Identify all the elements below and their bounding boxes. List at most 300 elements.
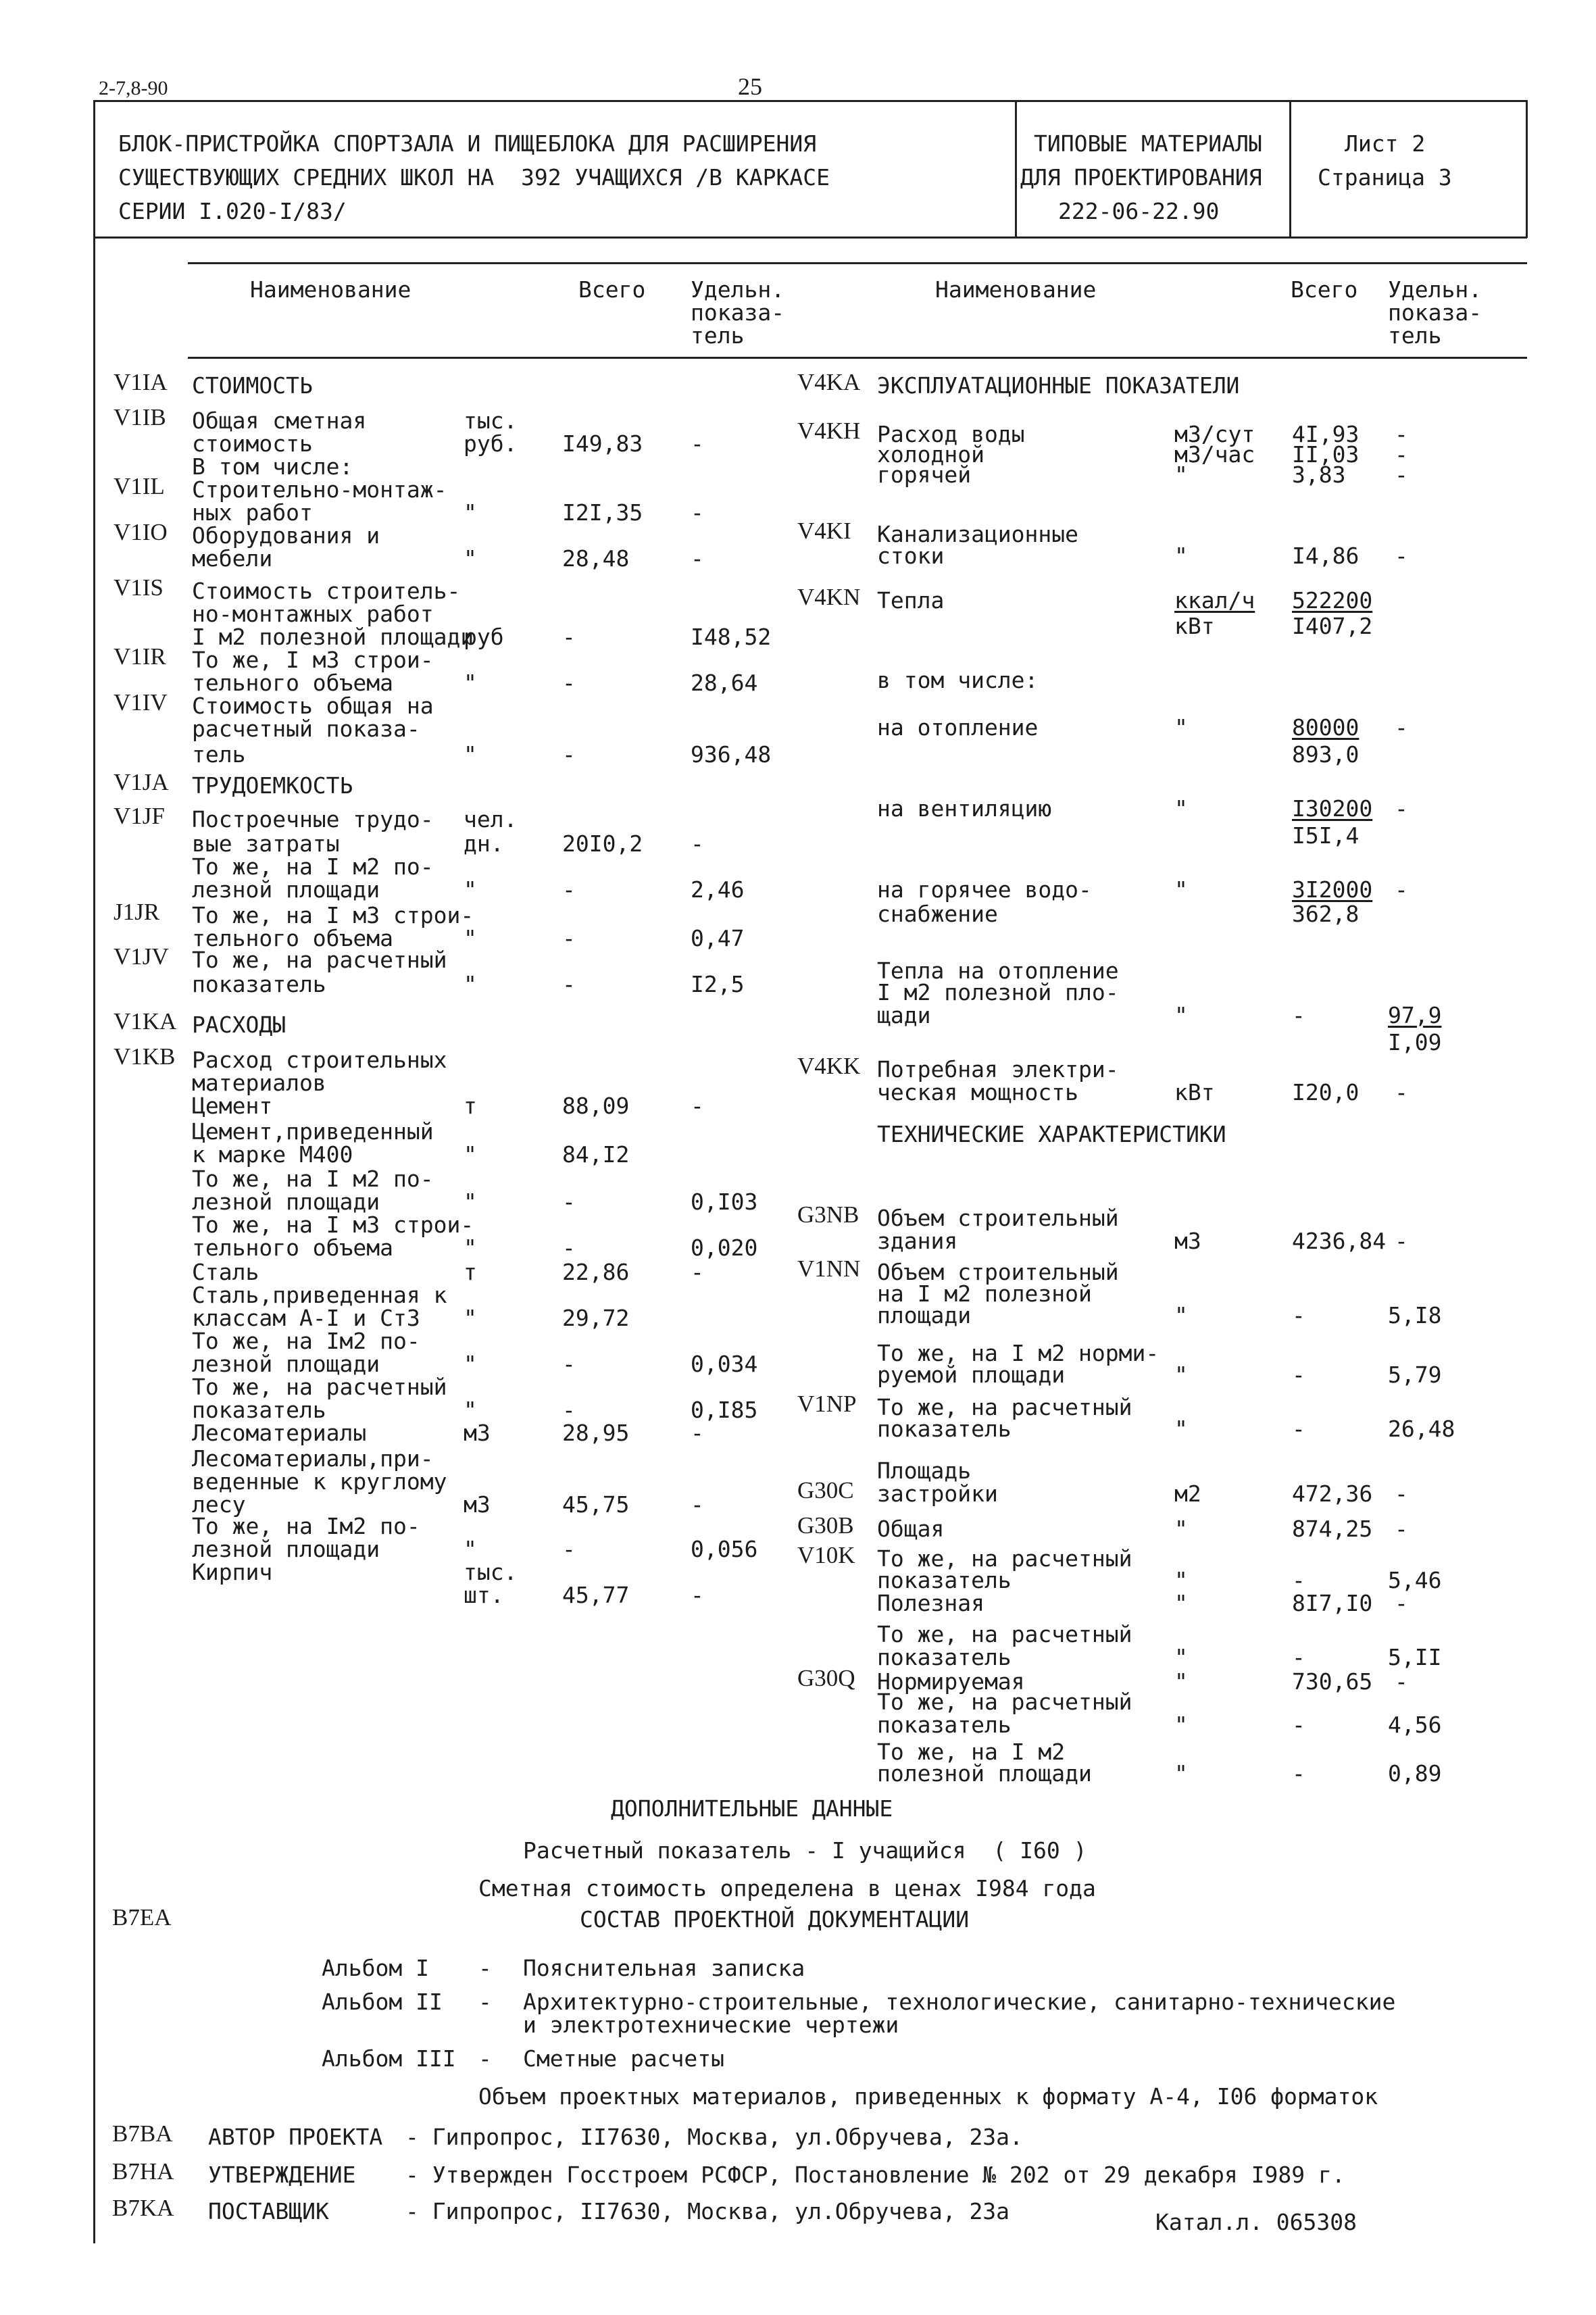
row-unit: тыс. — [464, 1559, 518, 1585]
row-label: лесу — [192, 1491, 246, 1518]
row-specific: - — [1395, 795, 1408, 822]
row-label: То же, на I м2 — [877, 1739, 1066, 1765]
row-unit: м3 — [464, 1491, 491, 1518]
row-code: G30Q — [797, 1665, 855, 1691]
row-unit: тыс. — [464, 407, 518, 434]
row-total: II,03 — [1292, 441, 1360, 468]
row-total: 28,48 — [562, 545, 630, 572]
col-name-right: Наименование — [935, 276, 1097, 303]
row-label: полезной площади — [877, 1760, 1092, 1787]
row-label: То же, на I м2 по- — [192, 853, 434, 880]
row-total: - — [1292, 1002, 1305, 1028]
row-label: СТОИМОСТЬ — [192, 372, 313, 399]
row-unit: " — [464, 1141, 477, 1168]
row-label: Лесоматериалы,при- — [192, 1445, 434, 1472]
row-specific: - — [691, 1491, 704, 1518]
row-specific: - — [1395, 1480, 1408, 1507]
row-label: ных работ — [192, 499, 313, 526]
row-specific: - — [691, 1582, 704, 1608]
row-unit: " — [464, 876, 477, 903]
row-code: V1IA — [114, 369, 168, 395]
row-unit: " — [1174, 1567, 1188, 1593]
row-specific: 5,II — [1388, 1644, 1442, 1670]
footer-approval-code: B7HA — [112, 2158, 174, 2185]
row-specific: 0,056 — [691, 1536, 758, 1562]
series-line-3: 222-06-22.90 — [1058, 198, 1220, 224]
row-total: 20I0,2 — [562, 830, 643, 857]
row-specific: - — [691, 1093, 704, 1119]
row-label: Тепла на отопление — [877, 957, 1119, 984]
row-specific: - — [1395, 876, 1408, 903]
row-unit: " — [464, 971, 477, 997]
row-label: Общая сметная — [192, 407, 367, 434]
row-specific: 4,56 — [1388, 1712, 1442, 1738]
page-number: 25 — [738, 73, 762, 100]
row-unit: ккал/ч — [1174, 587, 1255, 614]
row-label: То же, на расчетный — [877, 1545, 1132, 1572]
row-code: V1JV — [114, 943, 169, 970]
row-label: То же, на расчетный — [192, 1374, 447, 1400]
row-label: Канализационные — [877, 521, 1079, 547]
row-label: к марке М400 — [192, 1141, 353, 1168]
row-unit: т — [464, 1093, 477, 1119]
row-unit: " — [1174, 1416, 1188, 1442]
row-label: То же, на I м3 строи- — [192, 902, 474, 928]
row-label: веденные к круглому — [192, 1468, 447, 1495]
row-total: - — [562, 741, 576, 768]
row-unit: " — [464, 1235, 477, 1261]
col-spec-right-3: тель — [1388, 322, 1442, 349]
row-unit: дн. — [464, 830, 504, 857]
row-code: V1NP — [797, 1391, 857, 1417]
row-total: - — [1292, 1362, 1305, 1388]
row-total: 22,86 — [562, 1259, 630, 1285]
row-total: - — [562, 971, 576, 997]
row-unit: " — [1174, 1668, 1188, 1695]
row-specific: 936,48 — [691, 741, 772, 768]
row-unit: руб — [464, 624, 504, 650]
row-total: 45,75 — [562, 1491, 630, 1518]
row-specific: I2,5 — [691, 971, 745, 997]
row-unit: " — [1174, 462, 1188, 488]
row-code: V4KN — [797, 584, 861, 610]
row-label: показатель — [877, 1567, 1012, 1593]
footer-supplier-label: ПОСТАВЩИК — [208, 2198, 329, 2224]
row-label: застройки — [877, 1480, 998, 1507]
row-unit: " — [464, 1351, 477, 1377]
additional-code: B7EA — [112, 1904, 172, 1931]
row-label: но-монтажных работ — [192, 601, 434, 627]
row-label: То же, на расчетный — [877, 1394, 1132, 1420]
row-label: вые затраты — [192, 830, 340, 857]
row-label: I м2 полезной пло- — [877, 979, 1119, 1005]
row-total: 45,77 — [562, 1582, 630, 1608]
row-code: V1IB — [114, 404, 166, 430]
row-total: 29,72 — [562, 1305, 630, 1331]
row-label: Кирпич — [192, 1559, 273, 1585]
row-code: V1IS — [114, 574, 164, 601]
row-unit: " — [1174, 543, 1188, 569]
row-total: - — [562, 670, 576, 696]
row-unit: т — [464, 1259, 477, 1285]
row-specific: - — [691, 1259, 704, 1285]
volume-line: Объем проектных материалов, приведенных к формату А-4, I06 форматок — [478, 2083, 1378, 2110]
row-unit: м3 — [464, 1420, 491, 1446]
row-unit: кВт — [1174, 1079, 1215, 1105]
row-total: 88,09 — [562, 1093, 630, 1119]
footer-supplier-code: B7KA — [112, 2195, 174, 2221]
row-label: мебели — [192, 545, 273, 572]
footer-author-text: - Гипропрос, II7630, Москва, ул.Обручева, 23а. — [405, 2124, 1023, 2150]
row-label: на I м2 полезной — [877, 1280, 1092, 1307]
row-unit: " — [464, 499, 477, 526]
row-total: - — [1292, 1567, 1305, 1593]
row-label: холодной — [877, 441, 984, 468]
row-specific: 0,47 — [691, 925, 745, 951]
row-specific: - — [691, 830, 704, 857]
row-specific: 5,I8 — [1388, 1302, 1442, 1328]
row-label: Тепла — [877, 587, 945, 614]
footer-author-label: АВТОР ПРОЕКТА — [208, 2124, 383, 2150]
doc-code: 2-7,8-90 — [99, 77, 168, 99]
row-unit: " — [464, 1397, 477, 1423]
row-total: 4I,93 — [1292, 421, 1360, 447]
header-divider-1 — [1015, 100, 1017, 238]
col-spec-right-2: показа- — [1388, 299, 1482, 326]
row-total: I407,2 — [1292, 613, 1373, 639]
row-label: Построечные трудо- — [192, 806, 434, 832]
row-specific: - — [691, 499, 704, 526]
row-unit: м3/час — [1174, 441, 1255, 468]
row-specific: - — [1395, 462, 1408, 488]
row-label: Объем строительный — [877, 1205, 1119, 1231]
row-total: 4236,84 — [1292, 1228, 1387, 1254]
row-label: показатель — [877, 1712, 1012, 1738]
page-label: Страница 3 — [1318, 164, 1452, 191]
row-total: - — [1292, 1712, 1305, 1738]
row-total: 3I2000 — [1292, 876, 1373, 903]
row-specific: - — [1395, 714, 1408, 741]
row-code: V10K — [797, 1542, 855, 1568]
row-label: То же, на расчетный — [192, 947, 447, 973]
album-1-name: Альбом I — [322, 1955, 429, 1981]
row-total: - — [1292, 1644, 1305, 1670]
row-specific: 5,79 — [1388, 1362, 1442, 1388]
row-label: в том числе: — [877, 667, 1039, 693]
row-label: Потребная электри- — [877, 1056, 1119, 1082]
row-total: 28,95 — [562, 1420, 630, 1446]
row-label: Лесоматериалы — [192, 1420, 367, 1446]
additional-line-2: Сметная стоимость определена в ценах I984 года — [478, 1875, 1096, 1901]
album-3-name: Альбом III — [322, 2045, 456, 2072]
row-total: 730,65 — [1292, 1668, 1373, 1695]
row-label: руемой площади — [877, 1362, 1066, 1388]
row-label: Оборудования и — [192, 522, 380, 549]
row-unit: " — [464, 1189, 477, 1215]
row-unit: м2 — [1174, 1480, 1201, 1507]
table-header-top-rule — [188, 262, 1527, 264]
row-label: Расход воды — [877, 421, 1025, 447]
album-2-dash: - — [478, 1989, 492, 2015]
row-label: Расход строительных — [192, 1047, 447, 1073]
row-label: Объем строительный — [877, 1259, 1119, 1285]
row-total: 522200 — [1292, 587, 1373, 614]
row-code: G3NB — [797, 1201, 859, 1228]
row-specific: 0,034 — [691, 1351, 758, 1377]
row-total: - — [1292, 1416, 1305, 1442]
row-unit: " — [464, 925, 477, 951]
title-line-3: СЕРИИ I.020-I/83/ — [118, 198, 347, 224]
footer-approval-label: УТВЕРЖДЕНИЕ — [208, 2162, 356, 2188]
row-label: Нормируемая — [877, 1668, 1025, 1695]
table-header-bottom-rule — [188, 357, 1527, 359]
row-specific: 0,020 — [691, 1235, 758, 1261]
album-1-dash: - — [478, 1955, 492, 1981]
row-total: - — [562, 876, 576, 903]
row-label: стоки — [877, 543, 945, 569]
title-line-1: БЛОК-ПРИСТРОЙКА СПОРТЗАЛА И ПИЩЕБЛОКА ДЛЯ РАСШИРЕНИЯ — [118, 130, 817, 157]
row-specific: I,09 — [1388, 1029, 1442, 1055]
catalog-number: Катал.л. 065308 — [1155, 2209, 1357, 2235]
row-unit: " — [1174, 1302, 1188, 1328]
row-code: V1KA — [114, 1008, 177, 1035]
row-specific: - — [1395, 1668, 1408, 1695]
row-specific: 26,48 — [1388, 1416, 1455, 1442]
row-unit: " — [1174, 876, 1188, 903]
row-label: показатель — [877, 1644, 1012, 1670]
row-label: показатель — [192, 971, 326, 997]
row-code: V4KH — [797, 418, 861, 444]
row-total: I20,0 — [1292, 1079, 1360, 1105]
row-label: материалов — [192, 1070, 326, 1096]
row-code: V1IO — [114, 519, 168, 545]
header-bottom-rule — [93, 237, 1527, 239]
row-total: I4,86 — [1292, 543, 1360, 569]
row-label: площади — [877, 1302, 972, 1328]
row-code: V1IL — [114, 473, 165, 499]
row-total: 874,25 — [1292, 1516, 1373, 1542]
row-label: То же, на расчетный — [877, 1621, 1132, 1647]
row-label: на отопление — [877, 714, 1039, 741]
row-total: 80000 — [1292, 714, 1360, 741]
row-total: I30200 — [1292, 795, 1373, 822]
row-total: - — [562, 1397, 576, 1423]
footer-supplier-text: - Гипропрос, II7630, Москва, ул.Обручева, 23а — [405, 2198, 1010, 2224]
row-label: Сталь,приведенная к — [192, 1282, 447, 1308]
row-label: ТЕХНИЧЕСКИЕ ХАРАКТЕРИСТИКИ — [877, 1121, 1226, 1147]
row-total: - — [562, 1189, 576, 1215]
row-label: на вентиляцию — [877, 795, 1052, 822]
album-1-desc: Пояснительная записка — [523, 1955, 805, 1981]
col-name-left: Наименование — [250, 276, 412, 303]
row-total: - — [562, 624, 576, 650]
row-label: То же, на I м2 по- — [192, 1166, 434, 1192]
row-specific: - — [1395, 441, 1408, 468]
row-unit: " — [1174, 1362, 1188, 1388]
row-label: тельного объема — [192, 670, 394, 696]
row-label: тельного объема — [192, 1235, 394, 1261]
col-spec-left-1: Удельн. — [691, 276, 785, 303]
row-label: здания — [877, 1228, 958, 1254]
row-unit: " — [464, 670, 477, 696]
row-code: V4KA — [797, 369, 861, 395]
row-unit: м3/сут — [1174, 421, 1255, 447]
col-spec-left-2: показа- — [691, 299, 785, 326]
row-total: - — [562, 1536, 576, 1562]
row-label: Цемент — [192, 1093, 273, 1119]
row-specific: 0,89 — [1388, 1760, 1442, 1787]
row-unit: шт. — [464, 1582, 504, 1608]
row-unit: руб. — [464, 430, 518, 457]
footer-approval-text: - Утвержден Госстроем РСФСР, Постановление № 202 от 29 декабря I989 г. — [405, 2162, 1345, 2188]
additional-title: ДОПОЛНИТЕЛЬНЫЕ ДАННЫЕ — [611, 1795, 893, 1822]
row-unit: м3 — [1174, 1228, 1201, 1254]
col-total-left: Всего — [578, 276, 646, 303]
row-specific: - — [691, 545, 704, 572]
row-specific: 97,9 — [1388, 1002, 1442, 1028]
row-label: тель — [192, 741, 246, 768]
row-label: Цемент,приведенный — [192, 1118, 434, 1145]
row-specific: - — [1395, 543, 1408, 569]
header-divider-2 — [1289, 100, 1291, 238]
row-code: V1JF — [114, 803, 165, 829]
row-label: щади — [877, 1002, 931, 1028]
row-unit: " — [1174, 1644, 1188, 1670]
row-label: лезной площади — [192, 1351, 380, 1377]
row-label: То же, на I м3 строи- — [192, 1212, 474, 1238]
row-specific: I48,52 — [691, 624, 772, 650]
row-code: J1JR — [114, 899, 160, 925]
row-label: расчетный показа- — [192, 716, 420, 742]
album-3-desc: Сметные расчеты — [523, 2045, 725, 2072]
row-label: ческая мощность — [877, 1079, 1079, 1105]
row-total: - — [562, 1235, 576, 1261]
row-unit: " — [1174, 1590, 1188, 1616]
row-label: Сталь — [192, 1259, 259, 1285]
row-specific: 2,46 — [691, 876, 745, 903]
album-2-name: Альбом II — [322, 1989, 443, 2015]
album-2-desc-1: Архитектурно-строительные, технологические, санитарно-технические — [523, 1989, 1396, 2015]
album-2-desc-2: и электротехнические чертежи — [523, 2012, 899, 2038]
row-label: Полезная — [877, 1590, 984, 1616]
series-line-1: ТИПОВЫЕ МАТЕРИАЛЫ — [1034, 130, 1262, 157]
series-line-2: ДЛЯ ПРОЕКТИРОВАНИЯ — [1020, 164, 1262, 191]
row-label: Стоимость строитель- — [192, 578, 461, 604]
row-unit: " — [1174, 1516, 1188, 1542]
row-total: 3,83 — [1292, 462, 1346, 488]
row-specific: 0,I03 — [691, 1189, 758, 1215]
row-code: V1KB — [114, 1043, 176, 1070]
col-spec-left-3: тель — [691, 322, 745, 349]
row-label: лезной площади — [192, 1189, 380, 1215]
row-label: показатель — [192, 1397, 326, 1423]
row-unit: " — [1174, 1760, 1188, 1787]
row-label: I м2 полезной площади — [192, 624, 474, 650]
row-label: лезной площади — [192, 876, 380, 903]
row-total: I49,83 — [562, 430, 643, 457]
row-unit: " — [1174, 795, 1188, 822]
row-specific: 0,I85 — [691, 1397, 758, 1423]
row-label: То же, на I м2 норми- — [877, 1340, 1159, 1366]
row-label: классам А-I и Ст3 — [192, 1305, 420, 1331]
row-specific: - — [691, 1420, 704, 1446]
footer-author-code: B7BA — [112, 2120, 173, 2147]
frame-right — [1526, 100, 1528, 238]
row-label: То же, на Iм2 по- — [192, 1328, 420, 1354]
row-unit: " — [464, 741, 477, 768]
row-label: То же, I м3 строи- — [192, 647, 434, 673]
row-total: - — [562, 1351, 576, 1377]
row-unit: " — [1174, 1712, 1188, 1738]
row-specific: - — [1395, 1516, 1408, 1542]
row-total: - — [1292, 1760, 1305, 1787]
row-code: V1IV — [114, 689, 168, 716]
row-unit: кВт — [1174, 613, 1215, 639]
row-total: 472,36 — [1292, 1480, 1373, 1507]
row-label: В том числе: — [192, 453, 353, 480]
row-specific: - — [691, 430, 704, 457]
row-code: V1JA — [114, 769, 169, 795]
row-label: снабжение — [877, 901, 998, 927]
row-unit: " — [464, 1305, 477, 1331]
row-total: I5I,4 — [1292, 822, 1360, 849]
row-label: стоимость — [192, 430, 313, 457]
row-label: То же, на расчетный — [877, 1689, 1132, 1715]
row-specific: - — [1395, 1590, 1408, 1616]
row-total: 362,8 — [1292, 901, 1360, 927]
row-unit: чел. — [464, 806, 518, 832]
row-unit: " — [1174, 1002, 1188, 1028]
row-unit: " — [1174, 714, 1188, 741]
row-code: V4KI — [797, 518, 851, 544]
row-label: Стоимость общая на — [192, 693, 434, 719]
frame-left — [93, 100, 95, 2243]
col-spec-right-1: Удельн. — [1388, 276, 1482, 303]
sheet-label: Лист 2 — [1345, 130, 1426, 157]
row-unit: " — [464, 545, 477, 572]
composition-title: СОСТАВ ПРОЕКТНОЙ ДОКУМЕНТАЦИИ — [580, 1906, 970, 1933]
row-total: 8I7,I0 — [1292, 1590, 1373, 1616]
row-label: показатель — [877, 1416, 1012, 1442]
col-total-right: Всего — [1291, 276, 1358, 303]
row-total: 84,I2 — [562, 1141, 630, 1168]
row-total: - — [562, 925, 576, 951]
row-unit: " — [464, 1536, 477, 1562]
row-specific: 5,46 — [1388, 1567, 1442, 1593]
row-label: ЭКСПЛУАТАЦИОННЫЕ ПОКАЗАТЕЛИ — [877, 372, 1240, 399]
row-label: То же, на Iм2 по- — [192, 1513, 420, 1539]
row-code: V1NN — [797, 1255, 861, 1282]
row-specific: - — [1395, 1228, 1408, 1254]
row-specific: - — [1395, 421, 1408, 447]
row-label: ТРУДОЕМКОСТЬ — [192, 772, 353, 799]
row-code: V4KK — [797, 1053, 861, 1079]
row-total: - — [1292, 1302, 1305, 1328]
album-3-dash: - — [478, 2045, 492, 2072]
row-label: Строительно-монтаж- — [192, 476, 447, 503]
additional-line-1: Расчетный показатель - I учащийся ( I60 ) — [523, 1837, 1087, 1864]
row-code: G30C — [797, 1477, 854, 1503]
row-total: 893,0 — [1292, 741, 1360, 768]
row-total: I2I,35 — [562, 499, 643, 526]
title-line-2: СУЩЕСТВУЮЩИХ СРЕДНИХ ШКОЛ НА 392 УЧАЩИХСЯ /В КАРКАСЕ — [118, 164, 830, 191]
row-label: Общая — [877, 1516, 945, 1542]
row-label: лезной площади — [192, 1536, 380, 1562]
row-specific: 28,64 — [691, 670, 758, 696]
row-specific: - — [1395, 1079, 1408, 1105]
row-code: G30B — [797, 1512, 854, 1539]
row-label: тельного объема — [192, 925, 394, 951]
